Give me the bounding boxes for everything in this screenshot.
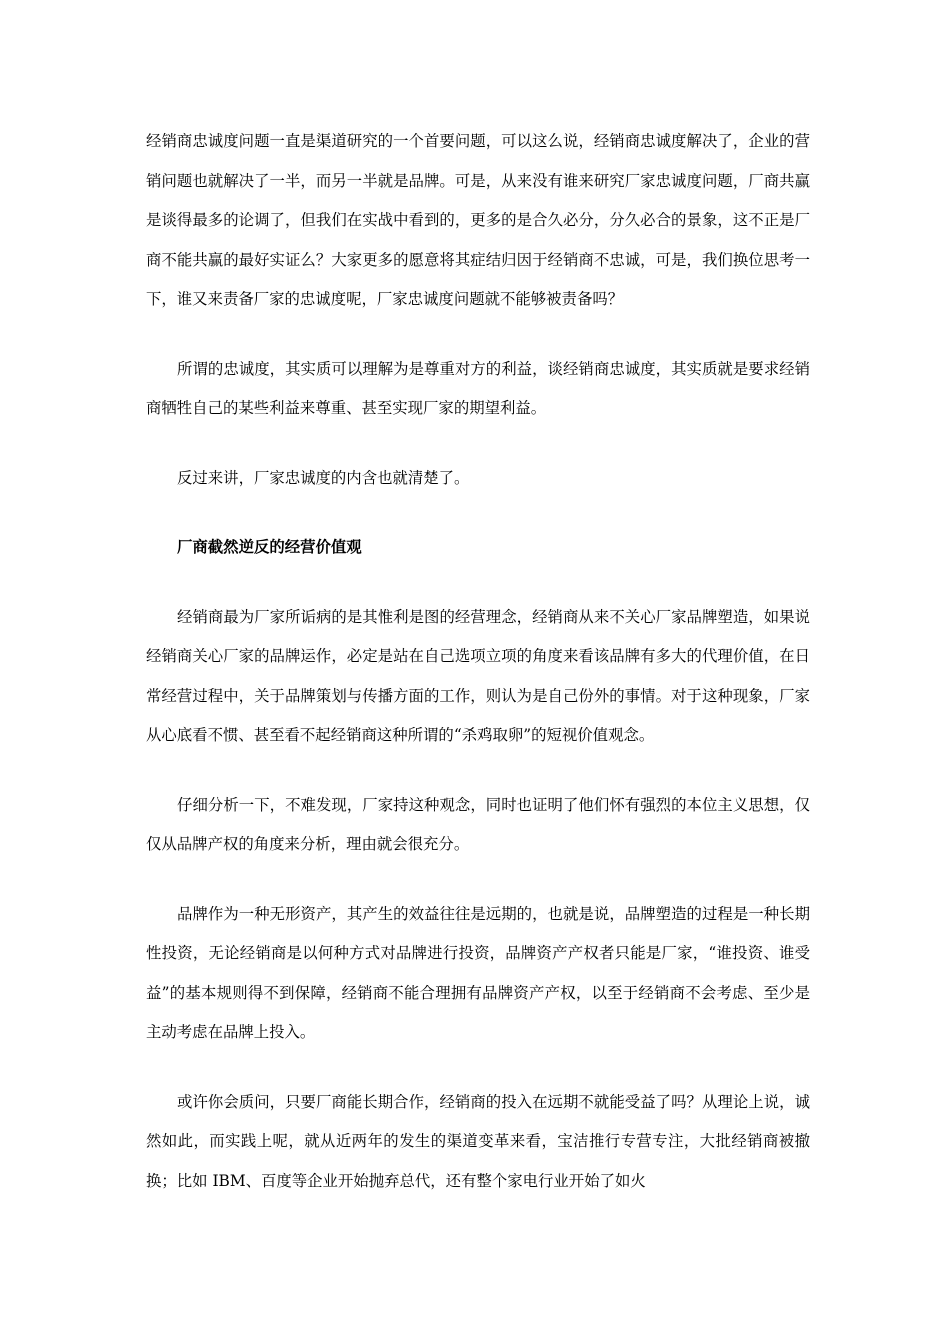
document-page <box>146 122 810 1231</box>
paragraph-5: 仔细分析一下，不难发现，厂家持这种观念，同时也证明了他们怀有强烈的本位主义思想，仅仅从品牌产权的角度来分析，理由就会很充分。 <box>146 795 810 853</box>
section-heading: 厂商截然逆反的经营价值观 <box>177 538 362 556</box>
paragraph-1: 经销商忠诚度问题一直是渠道研究的一个首要问题，可以这么说，经销商忠诚度解决了，企业的营销问题也就解决了一半，而另一半就是品牌。可是，从来没有谁来研究厂家忠诚度问题，厂商共赢是谈得最多的论调了，但我们在实战中看到的，更多的是合久必分，分久必合的景象，这不正是厂商不能共赢的最好实证么？大家更多的愿意将其症结归因于经销商不忠诚，可是，我们换位思考一下，谁又来责备厂家的忠诚度呢，厂家忠诚度问题就不能够被责备吗？ <box>146 132 810 308</box>
paragraph-4: 经销商最为厂家所诟病的是其惟利是图的经营理念，经销商从来不关心厂家品牌塑造，如果说经销商关心厂家的品牌运作，必定是站在自己选项立项的角度来看该品牌有多大的代理价值，在日常经营过程中，关于品牌策划与传播方面的工作，则认为是自己份外的事情。对于这种现象，厂家从心底看不惯、甚至看不起经销商这种所谓的“杀鸡取卵”的短视价值观念。 <box>146 607 810 744</box>
paragraph-7: 或许你会质问，只要厂商能长期合作，经销商的投入在远期不就能受益了吗？从理论上说，诚然如此，而实践上呢，就从近两年的发生的渠道变革来看，宝洁推行专营专注，大批经销商被撤换；比如 IBM、百度等企业开始抛弃总代，还有整个家电行业开始了如火 <box>146 1092 810 1190</box>
paragraph-2: 所谓的忠诚度，其实质可以理解为是尊重对方的利益，谈经销商忠诚度，其实质就是要求经销商牺牲自己的某些利益来尊重、甚至实现厂家的期望利益。 <box>146 359 810 417</box>
paragraph-6: 品牌作为一种无形资产，其产生的效益往往是远期的，也就是说，品牌塑造的过程是一种长期性投资，无论经销商是以何种方式对品牌进行投资，品牌资产产权者只能是厂家，“谁投资、谁受益”的基本规则得不到保障，经销商不能合理拥有品牌资产产权，以至于经销商不会考虑、至少是主动考虑在品牌上投入。 <box>146 904 810 1041</box>
paragraph-3: 反过来讲，厂家忠诚度的内含也就清楚了。 <box>177 468 470 487</box>
